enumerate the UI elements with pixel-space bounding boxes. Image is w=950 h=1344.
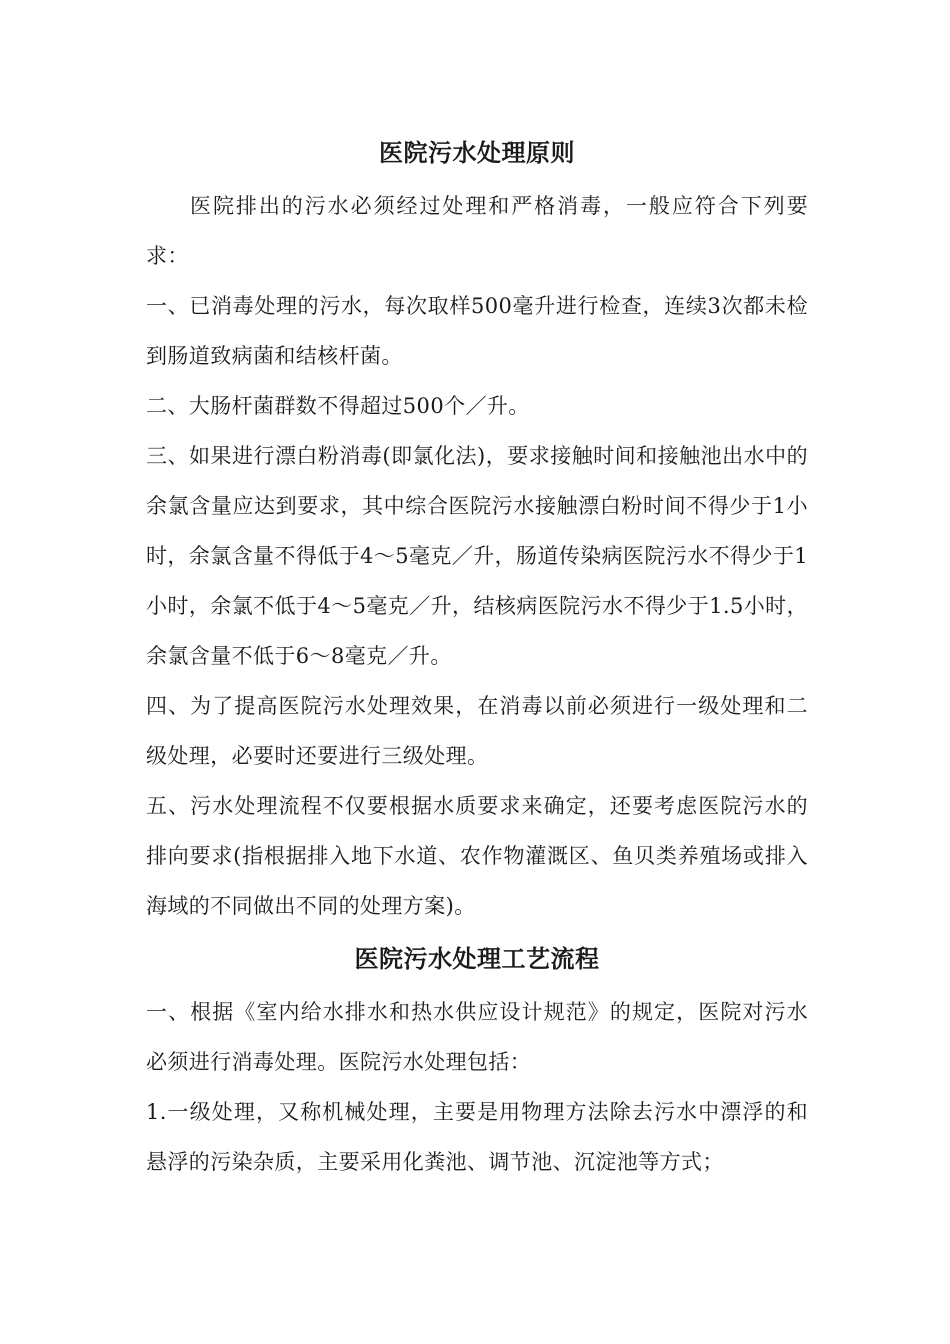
section1-item-3: 三、如果进行漂白粉消毒(即氯化法)，要求接触时间和接触池出水中的余氯含量应达到要求，其中综合医院污水接触漂白粉时间不得少于1小时，余氯含量不得低于4～5毫克／升，肠道传染病医院污水不得少于1小时，余氯不低于4～5毫克／升，结核病医院污水不得少于1.5小时，余氯含量不低于6～8毫克／升。 — [146, 444, 808, 668]
document-page — [146, 125, 808, 1187]
section1-item-2: 二、大肠杆菌群数不得超过500个／升。 — [146, 394, 530, 418]
section2-title: 医院污水处理工艺流程 — [354, 945, 600, 973]
section1-item-1: 一、已消毒处理的污水，每次取样500毫升进行检查，连续3次都未检到肠道致病菌和结核杆菌。 — [146, 294, 808, 368]
section2-item-2: 1.一级处理，又称机械处理，主要是用物理方法除去污水中漂浮的和悬浮的污染杂质，主要采用化粪池、调节池、沉淀池等方式； — [146, 1100, 808, 1174]
section1-item-4: 四、为了提高医院污水处理效果，在消毒以前必须进行一级处理和二级处理，必要时还要进行三级处理。 — [146, 694, 808, 768]
section1-item-5: 五、污水处理流程不仅要根据水质要求来确定，还要考虑医院污水的排向要求(指根据排入地下水道、农作物灌溉区、鱼贝类养殖场或排入海域的不同做出不同的处理方案)。 — [146, 794, 808, 918]
section2-item-1: 一、根据《室内给水排水和热水供应设计规范》的规定，医院对污水必须进行消毒处理。医院污水处理包括： — [146, 1000, 808, 1074]
section1-title: 医院污水处理原则 — [379, 139, 575, 167]
section1-intro: 医院排出的污水必须经过处理和严格消毒，一般应符合下列要求： — [146, 194, 808, 268]
